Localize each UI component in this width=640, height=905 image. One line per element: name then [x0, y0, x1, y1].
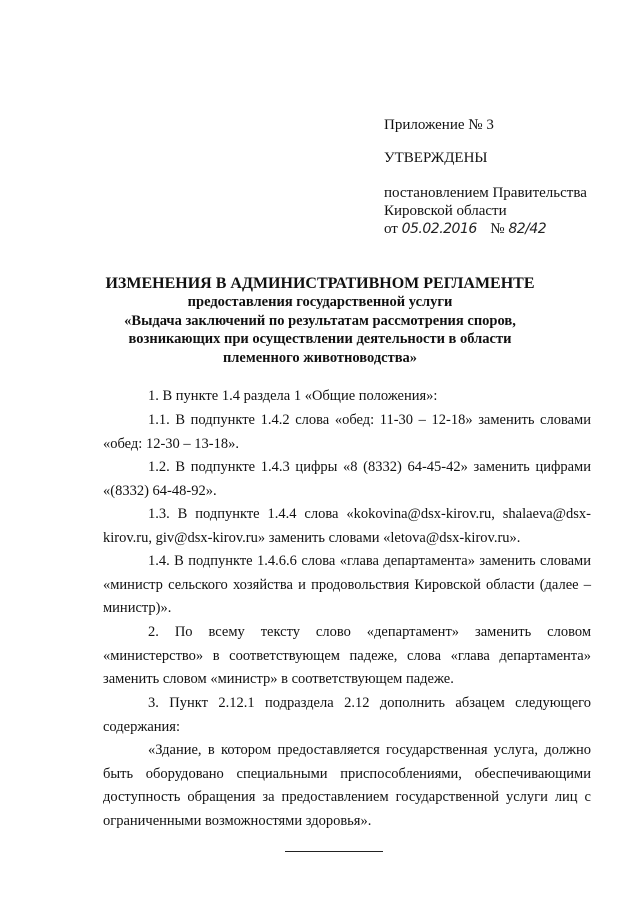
handwritten-number: 82/42: [508, 221, 547, 237]
decree-line-2: Кировской области: [384, 203, 507, 219]
approved-label: УТВЕРЖДЕНЫ: [384, 150, 488, 166]
decree-line-1: постановлением Правительства: [384, 185, 587, 201]
title-line-2: предоставления государственной услуги: [187, 294, 453, 310]
document-title: [60, 275, 580, 367]
appendix-label: Приложение № 3: [384, 117, 494, 133]
date-number-line: [384, 220, 546, 238]
paragraph-2: 2. По всему тексту слово «департамент» заменить словом «министерство» в соответствующем падеже, слова «глава департамента» заменить словом «министр» в соответствующем падеже.: [103, 624, 591, 687]
end-rule: [285, 851, 383, 852]
title-line-4: возникающих при осуществлении деятельности в области: [128, 331, 512, 347]
handwritten-date: 05.02.2016: [401, 221, 477, 237]
paragraph-3-quote: «Здание, в котором предоставляется государственная услуга, должно быть оборудовано специальными приспособлениями, обеспечивающими доступность обращения за предоставлением государственной услуги лиц с ограниченными возможностями здоровья».: [103, 742, 591, 829]
paragraph-1: 1. В пункте 1.4 раздела 1 «Общие положения»:: [148, 388, 438, 404]
paragraph-1-4: 1.4. В подпункте 1.4.6.6 слова «глава департамента» заменить словами «министр сельского хозяйства и продовольствия Кировской области (далее – министр)».: [103, 553, 591, 616]
number-prefix: №: [490, 221, 505, 237]
paragraph-1-2: 1.2. В подпункте 1.4.3 цифры «8 (8332) 64-45-42» заменить цифрами «(8332) 64-48-92».: [103, 459, 591, 499]
title-main: ИЗМЕНЕНИЯ В АДМИНИСТРАТИВНОМ РЕГЛАМЕНТЕ: [105, 275, 535, 292]
date-prefix: от: [384, 221, 398, 237]
paragraph-3: 3. Пункт 2.12.1 подраздела 2.12 дополнить абзацем следующего содержания:: [103, 695, 591, 735]
title-line-5: племенного животноводства»: [222, 349, 418, 366]
paragraph-1-1: 1.1. В подпункте 1.4.2 слова «обед: 11-30 – 12-18» заменить словами «обед: 12-30 – 13-18».: [103, 412, 591, 452]
paragraph-1-3: 1.3. В подпункте 1.4.4 слова «kokovina@dsx-kirov.ru, shalaeva@dsx-kirov.ru, giv@dsx-kirov.ru» заменить словами «letova@dsx-kirov.ru».: [103, 506, 591, 546]
title-line-3: «Выдача заключений по результатам рассмотрения споров,: [124, 312, 516, 329]
